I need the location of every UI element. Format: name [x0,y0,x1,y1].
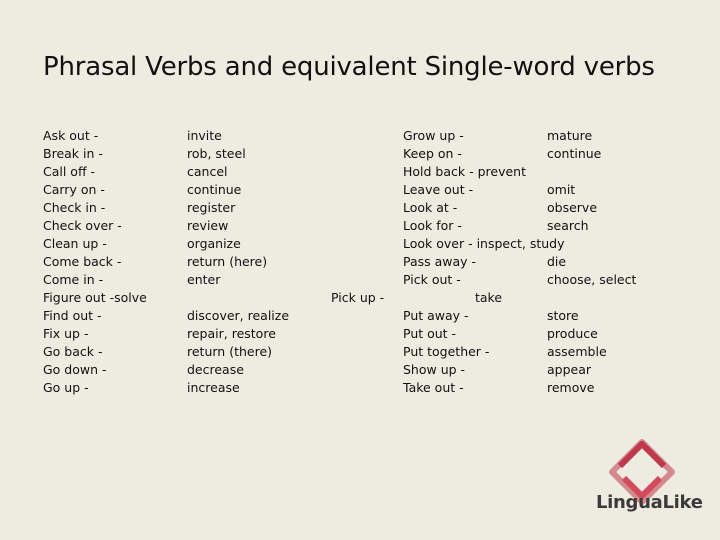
list-item: Come in - [43,272,104,287]
list-item [187,289,289,307]
list-item: Carry on - [43,182,105,197]
list-item: Hold back - prevent [403,164,526,179]
list-item: continue [547,146,602,161]
left-phrasal-column [43,127,147,397]
list-item: die [547,254,567,269]
list-item: increase [187,380,240,395]
list-item: Check in - [43,200,106,215]
list-item: produce [547,326,598,341]
list-item: assemble [547,344,607,359]
list-item: invite [187,128,222,143]
list-item [547,163,636,181]
list-item: Figure out -solve [43,290,147,305]
list-item: Put out - [403,326,457,341]
take-label: take [475,290,503,305]
list-item: observe [547,200,598,215]
list-item: Show up - [403,362,466,377]
list-item: Put together - [403,344,490,359]
list-item: Go down - [43,362,107,377]
list-item: Call off - [43,164,96,179]
list-item: choose, select [547,272,637,287]
right-single-column [547,127,636,397]
list-item: Go back - [43,344,103,359]
list-item: Break in - [43,146,103,161]
list-item: Ask out - [43,128,99,143]
list-item [547,289,636,307]
left-single-column [187,127,289,397]
list-item: decrease [187,362,244,377]
list-item: Grow up - [403,128,464,143]
list-item: Look for - [403,218,462,233]
right-phrasal-column [403,127,565,397]
list-item: discover, realize [187,308,290,323]
list-item: Leave out - [403,182,474,197]
list-item: enter [187,272,221,287]
list-item: review [187,218,229,233]
list-item: repair, restore [187,326,276,341]
list-item: omit [547,182,576,197]
list-item: organize [187,236,241,251]
page-title: Phrasal Verbs and equivalent Single-word verbs [43,52,655,82]
list-item: Find out - [43,308,102,323]
list-item [547,235,636,253]
list-item: appear [547,362,592,377]
list-item: remove [547,380,595,395]
list-item: Take out - [403,380,464,395]
list-item: Go up - [43,380,89,395]
list-item: rob, steel [187,146,246,161]
list-item: Put away - [403,308,469,323]
middle-label: Pick up - [331,290,385,305]
list-item: register [187,200,236,215]
list-item: mature [547,128,593,143]
list-item: Fix up - [43,326,89,341]
list-item: search [547,218,589,233]
list-item: store [547,308,579,323]
list-item: Keep on - [403,146,462,161]
list-item: Check over - [43,218,122,233]
list-item: Pick out - [403,272,461,287]
list-item: Clean up - [43,236,107,251]
list-item: Look over - inspect, study [403,236,565,251]
list-item: Pass away - [403,254,477,269]
list-item: Come back - [43,254,122,269]
logo-text: LinguaLike [596,492,703,513]
list-item: return (here) [187,254,268,269]
list-item: continue [187,182,242,197]
list-item: cancel [187,164,228,179]
list-item: Look at - [403,200,458,215]
list-item: return (there) [187,344,273,359]
